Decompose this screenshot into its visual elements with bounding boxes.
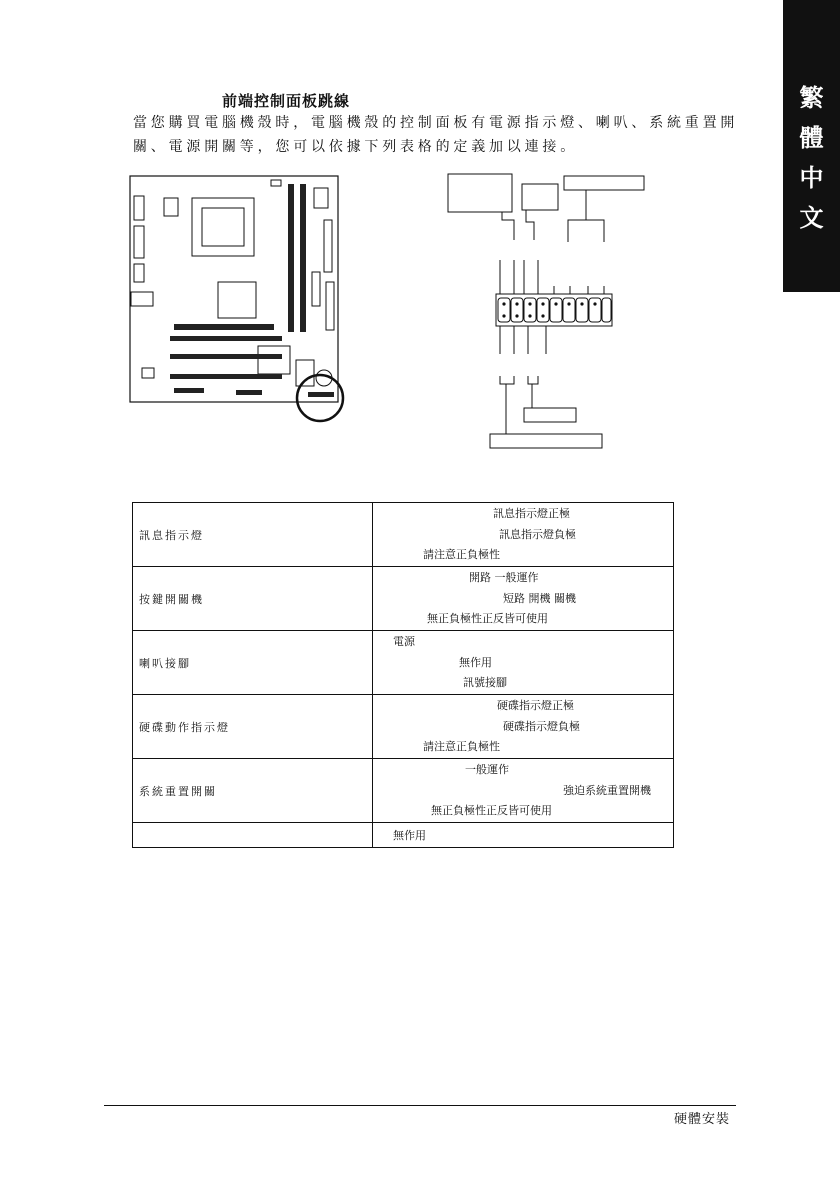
wire-bracket bbox=[586, 220, 604, 242]
table-row bbox=[133, 503, 674, 567]
side-tab-char: 文 bbox=[799, 203, 824, 232]
cpu-socket bbox=[192, 198, 254, 256]
header-name-cell bbox=[133, 823, 373, 848]
language-side-tab bbox=[783, 0, 840, 292]
header-name-cell: 喇叭接腳 bbox=[133, 631, 373, 695]
intro-paragraph-line: 當您購買電腦機殼時，電腦機殼的控制面板有電源指示燈、喇叭、系統重置開 bbox=[133, 115, 739, 131]
pin-definition-cell bbox=[373, 631, 674, 695]
definition-line: 一般運作 bbox=[465, 763, 509, 776]
pci-slot bbox=[170, 354, 282, 359]
io-port bbox=[134, 226, 144, 258]
wire-bracket bbox=[528, 376, 538, 384]
wire-bracket bbox=[526, 210, 534, 240]
wire-bracket bbox=[568, 190, 586, 242]
dimm-slot bbox=[300, 184, 306, 332]
definition-line: 請注意正負極性 bbox=[423, 548, 500, 561]
definition-line: 無正負極性正反皆可使用 bbox=[431, 804, 552, 817]
side-tab-char: 中 bbox=[799, 163, 824, 192]
table-row bbox=[133, 631, 674, 695]
label-box bbox=[490, 434, 602, 448]
table-row bbox=[133, 695, 674, 759]
board-outline bbox=[130, 176, 338, 402]
definition-line: 無作用 bbox=[459, 656, 492, 669]
pci-slot bbox=[170, 336, 282, 341]
southbridge-chip bbox=[258, 346, 290, 374]
footer-chapter-label: 硬體安裝 bbox=[674, 1112, 731, 1127]
pci-express-slot bbox=[174, 324, 274, 330]
definition-line: 強迫系統重置開機 bbox=[563, 784, 651, 797]
label-box bbox=[522, 184, 558, 210]
pin-header bbox=[496, 294, 612, 326]
pin-definition-cell bbox=[373, 759, 674, 823]
motherboard-diagram bbox=[128, 170, 350, 425]
component bbox=[164, 198, 178, 216]
front-panel-highlight-circle bbox=[297, 375, 343, 421]
dimm-slot bbox=[288, 184, 294, 332]
definition-line: 開路 一般運作 bbox=[469, 571, 539, 584]
front-panel-header-location bbox=[308, 392, 334, 397]
footer-rule bbox=[104, 1105, 736, 1106]
definition-line: 訊息指示燈負極 bbox=[499, 528, 576, 541]
header-name-cell: 系統重置開關 bbox=[133, 759, 373, 823]
header-name-cell: 按鍵開關機 bbox=[133, 567, 373, 631]
definition-line: 硬碟指示燈正極 bbox=[497, 699, 574, 712]
table-row bbox=[133, 567, 674, 631]
definition-line: 電源 bbox=[393, 635, 415, 648]
ide-connector bbox=[326, 282, 334, 330]
io-port bbox=[134, 196, 144, 220]
wire-bracket bbox=[502, 212, 514, 240]
component bbox=[271, 180, 281, 186]
pin-definition-cell bbox=[373, 503, 674, 567]
definition-line: 請注意正負極性 bbox=[423, 740, 500, 753]
northbridge-chip bbox=[218, 282, 256, 318]
table-row bbox=[133, 759, 674, 823]
label-box bbox=[448, 174, 512, 212]
header-name-cell: 硬碟動作指示燈 bbox=[133, 695, 373, 759]
table-row bbox=[133, 823, 674, 848]
ide-connector bbox=[312, 272, 320, 306]
header bbox=[174, 388, 204, 393]
side-tab-char: 體 bbox=[799, 123, 824, 152]
definition-line: 訊號接腳 bbox=[463, 676, 507, 689]
pci-slot bbox=[170, 374, 282, 379]
component bbox=[314, 188, 328, 208]
definition-line: 無作用 bbox=[393, 829, 426, 842]
front-panel-header-diagram bbox=[444, 170, 654, 455]
definition-line: 短路 開機 關機 bbox=[503, 592, 576, 605]
definition-line: 訊息指示燈正極 bbox=[493, 507, 570, 520]
label-box bbox=[564, 176, 644, 190]
cpu-socket-inner bbox=[202, 208, 244, 246]
section-title: 前端控制面板跳線 bbox=[222, 92, 351, 110]
pin-definition-cell bbox=[373, 567, 674, 631]
header bbox=[236, 390, 262, 395]
label-box bbox=[524, 408, 576, 422]
definition-line: 硬碟指示燈負極 bbox=[503, 720, 580, 733]
wire-bracket bbox=[500, 376, 514, 384]
side-tab-char: 繁 bbox=[799, 83, 824, 112]
pin-definition-table bbox=[132, 502, 674, 848]
pin-definition-cell bbox=[373, 823, 674, 848]
pin-definition-cell bbox=[373, 695, 674, 759]
io-port bbox=[142, 368, 154, 378]
io-port bbox=[131, 292, 153, 306]
io-port bbox=[134, 264, 144, 282]
header-name-cell: 訊息指示燈 bbox=[133, 503, 373, 567]
intro-paragraph-line: 關、電源開關等，您可以依據下列表格的定義加以連接。 bbox=[133, 139, 578, 155]
definition-line: 無正負極性正反皆可使用 bbox=[427, 612, 548, 625]
atx-power-connector bbox=[324, 220, 332, 272]
